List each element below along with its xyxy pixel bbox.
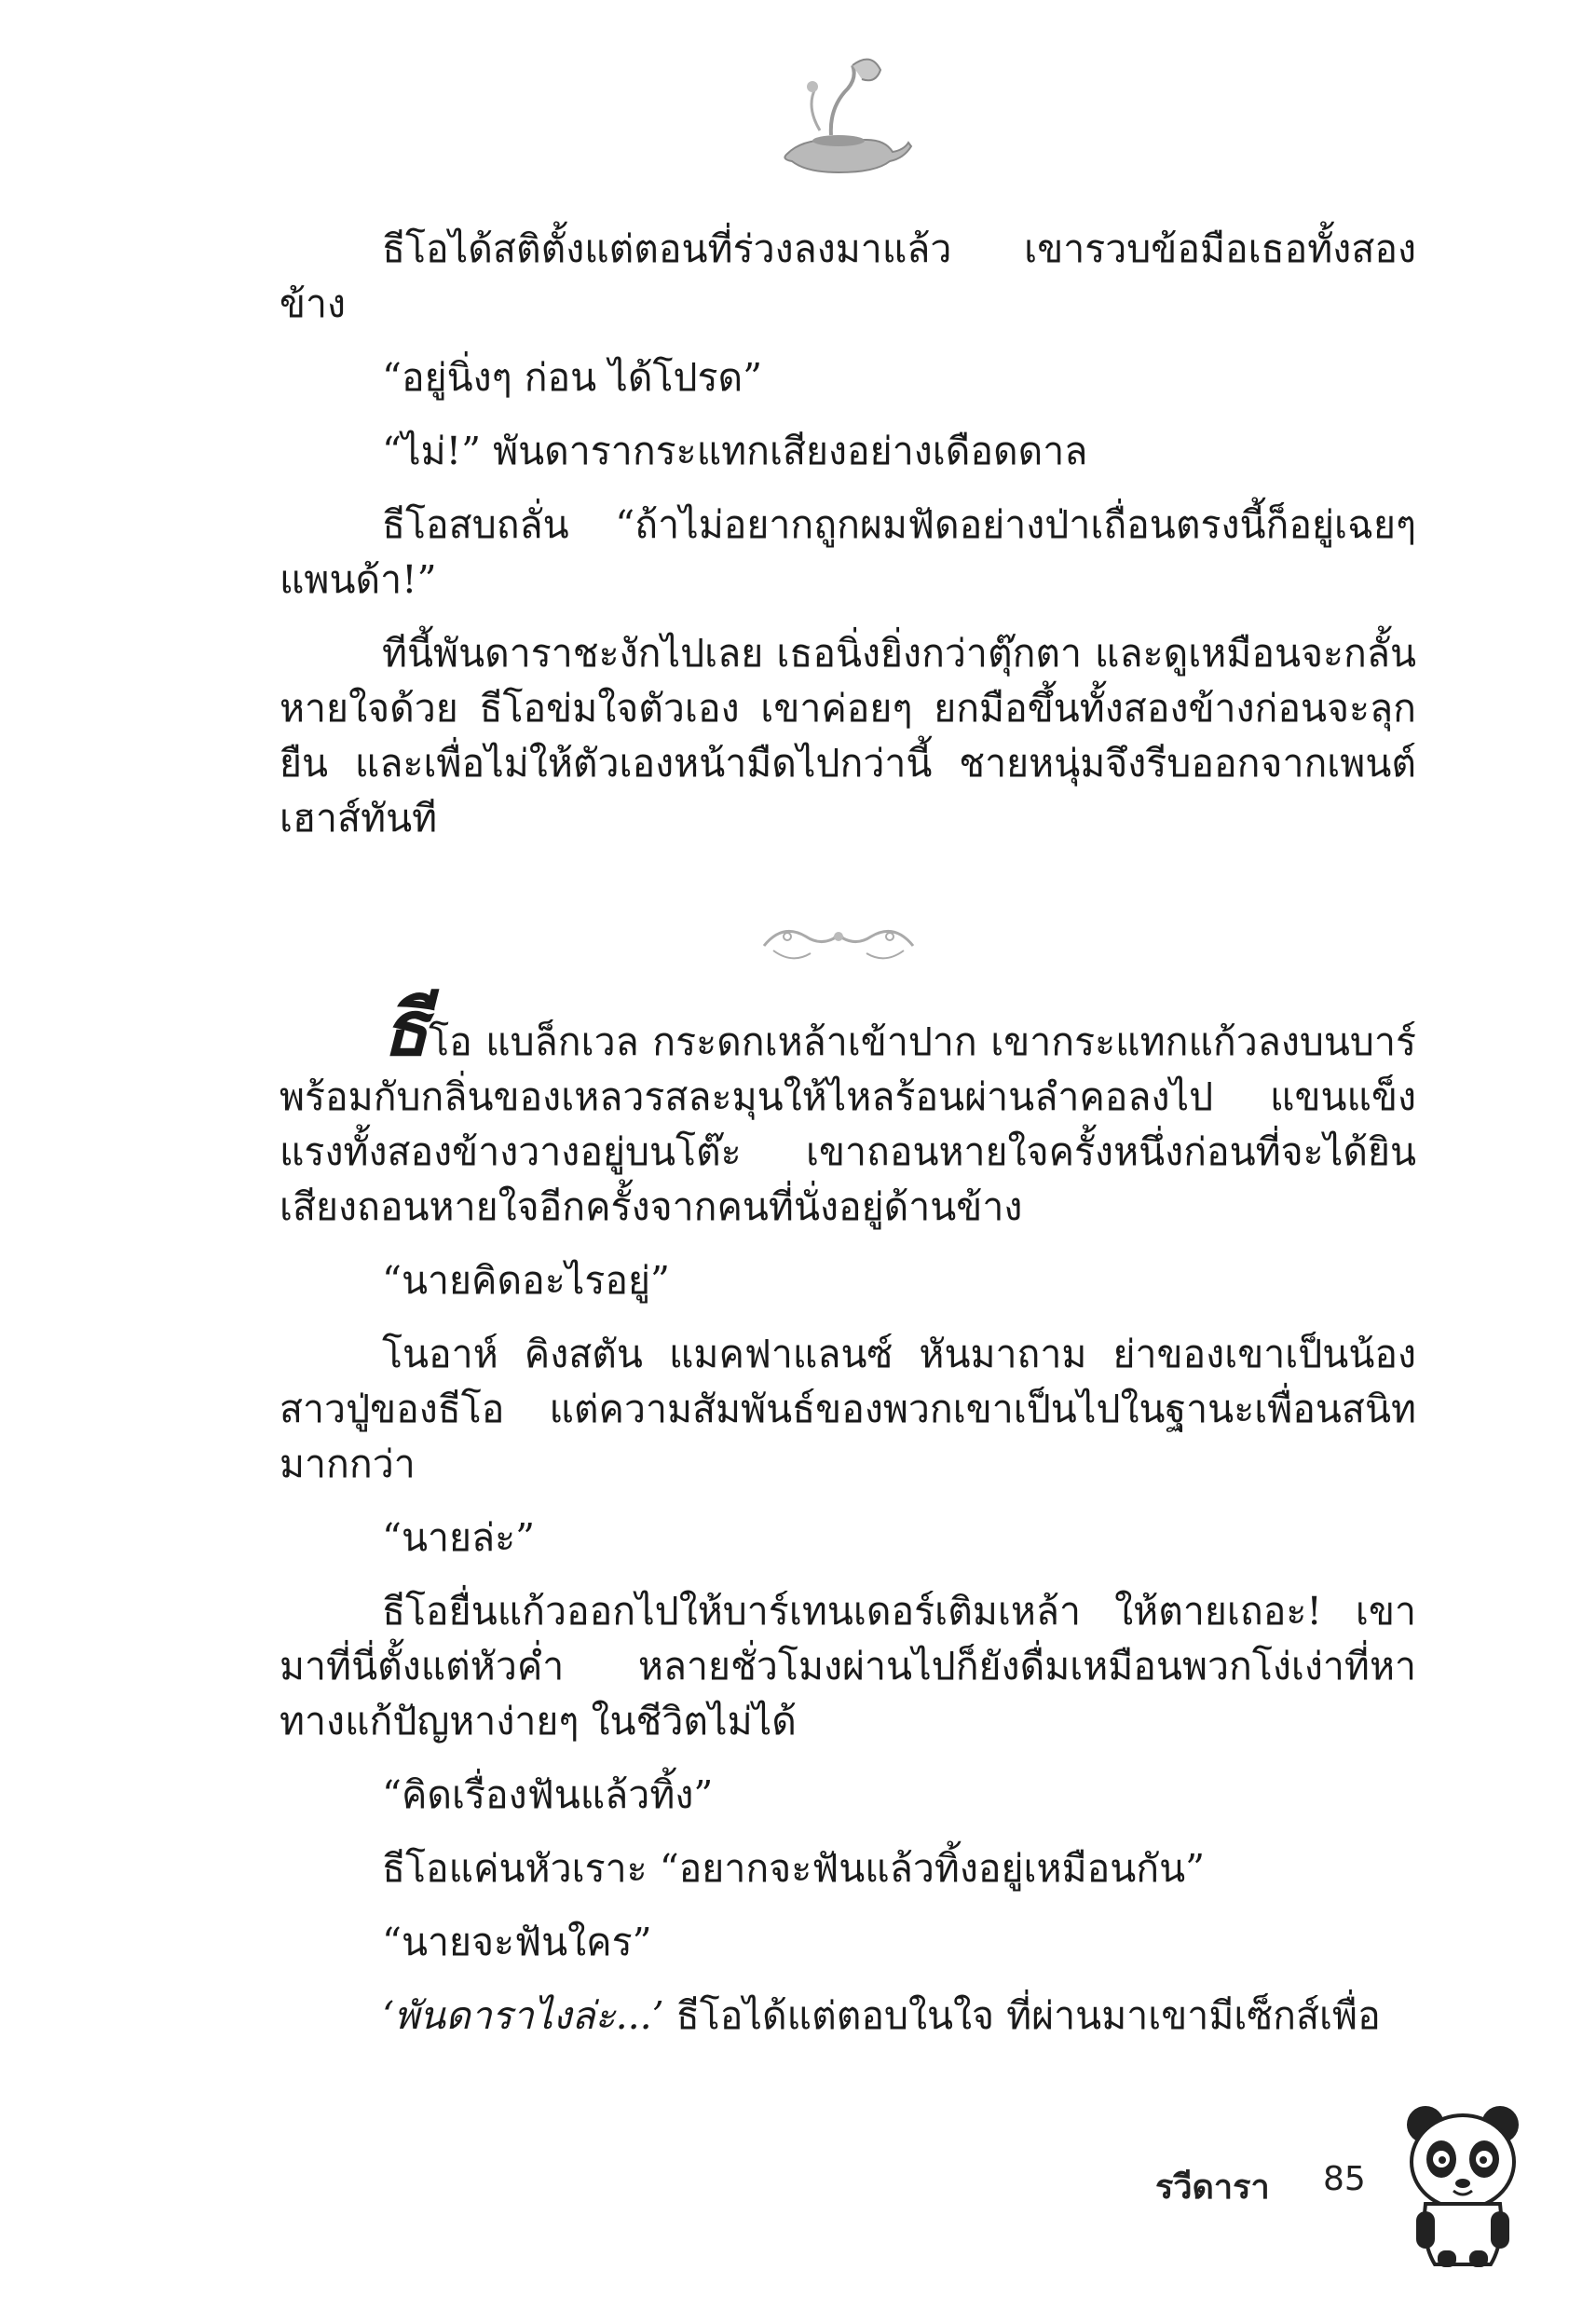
paragraph: ธีโอยื่นแก้วออกไปให้บาร์เทนเดอร์เติมเหล้า ให้ตายเถอะ! เขามาที่นี่ตั้งแต่หัวค่ำ หลายชั่วโมงผ่านไปก็ยังดื่มเหมือนพวกโง่เง่าที่หาทางแก้ปัญหาง่ายๆ ในชีวิตไม่ได้	[280, 1589, 1416, 1744]
opening-text: โอ แบล็กเวล กระดกเหล้าเข้าปาก เขากระแทกแก้วลงบนบาร์พร้อมกับกลิ่นของเหลวรสละมุนให้ไหลร้อนผ่านลำคอลงไป แขนแข็งแรงทั้งสองข้างวางอยู่บนโต๊ะ เขาถอนหายใจครั้งหนึ่งก่อนที่จะได้ยินเสียงถอนหายใจอีกครั้งจากคนที่นั่งอยู่ด้านข้าง	[280, 1019, 1416, 1229]
paragraph: “คิดเรื่องฟันแล้วทิ้ง”	[382, 1772, 714, 1817]
opening-paragraph	[280, 985, 1416, 1235]
flourish-divider-icon	[745, 909, 932, 974]
running-footer-title: รวีดารา	[1155, 2168, 1270, 2207]
inner-thought: ‘พันดาราไงล่ะ...’	[382, 1993, 664, 2038]
paragraph: “อยู่นิ่งๆ ก่อน ได้โปรด”	[382, 355, 763, 400]
paragraph: ธีโอสบถลั่น “ถ้าไม่อยากถูกผมฟัดอย่างป่าเถื่อนตรงนี้ก็อยู่เฉยๆ แพนด้า!”	[280, 502, 1416, 602]
paragraph: “นายล่ะ”	[382, 1515, 536, 1560]
section-2	[280, 985, 1416, 2062]
paragraph: “ไม่!” พันดารากระแทกเสียงอย่างเดือดดาล	[382, 429, 1088, 473]
drop-cap: ธี	[382, 985, 430, 1073]
paragraph: “นายจะฟันใคร”	[382, 1920, 652, 1964]
paragraph: ทีนี้พันดาราชะงักไปเลย เธอนิ่งยิ่งกว่าตุ๊กตา และดูเหมือนจะกลั้นหายใจด้วย ธีโอข่มใจตัวเอง เขาค่อยๆ ยกมือขึ้นทั้งสองข้างก่อนจะลุกยืน และเพื่อไม่ให้ตัวเองหน้ามืดไปกว่านี้ ชายหนุ่มจึงรีบออกจากเพนต์เฮาส์ทันที	[280, 631, 1416, 841]
panda-icon	[1402, 2101, 1523, 2269]
paragraph: โนอาห์ คิงสตัน แมคฟาแลนซ์ หันมาถาม ย่าของเขาเป็นน้องสาวปู่ของธีโอ แต่ความสัมพันธ์ของพวกเขาเป็นไปในฐานะเพื่อนสนิทมากกว่า	[280, 1332, 1416, 1486]
paragraph: ธีโอได้สติตั้งแต่ตอนที่ร่วงลงมาแล้ว เขารวบข้อมือเธอทั้งสองข้าง	[280, 226, 1416, 326]
closing-paragraph	[280, 1989, 1416, 2044]
closing-text: ธีโอได้แต่ตอบในใจ ที่ผ่านมาเขามีเซ็กส์เพื่อ	[663, 1993, 1381, 2038]
page-number: 85	[1323, 2160, 1366, 2198]
section-1	[280, 222, 1416, 865]
paragraph: “นายคิดอะไรอยู่”	[382, 1258, 670, 1303]
paragraph: ธีโอแค่นหัวเราะ “อยากจะฟันแล้วทิ้งอยู่เหมือนกัน”	[382, 1846, 1206, 1891]
genie-lamp-ornament-icon	[764, 51, 913, 182]
